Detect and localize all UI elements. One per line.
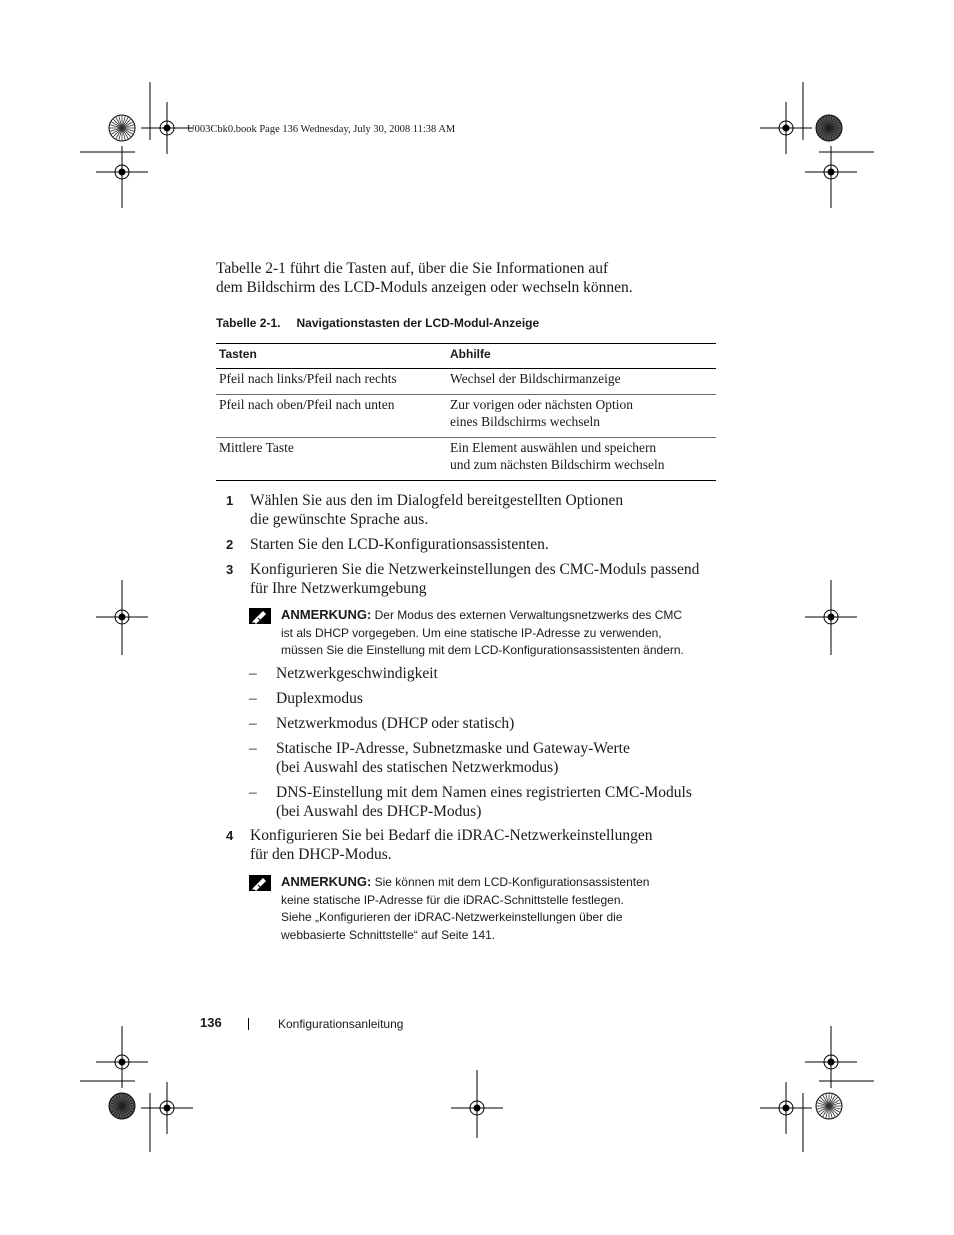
color-wheel-mark <box>109 1093 135 1119</box>
color-wheel-mark <box>816 115 842 141</box>
color-wheel-mark <box>109 115 135 141</box>
color-wheel-mark <box>816 1093 842 1119</box>
step-number: 3 <box>226 562 234 577</box>
step-text: Konfigurieren Sie bei Bedarf die iDRAC-Netzwerkeinstellungen für den DHCP-Modus. <box>250 827 653 863</box>
table-cell-action: Wechsel der Bildschirmanzeige <box>447 369 716 395</box>
table-cell-key: Mittlere Taste <box>216 438 447 481</box>
step-text: Konfigurieren Sie die Netzwerkeinstellungen des CMC-Moduls passend für Ihre Netzwerkumgebung <box>250 561 700 597</box>
note-label: ANMERKUNG: <box>281 874 372 889</box>
table-header-row <box>216 344 716 369</box>
table-row <box>216 438 716 481</box>
intro-line: dem Bildschirm des LCD-Moduls anzeigen oder wechseln können. <box>216 279 633 296</box>
note-label: ANMERKUNG: <box>281 607 372 622</box>
table-caption-title: Navigationstasten der LCD-Modul-Anzeige <box>296 316 540 330</box>
table-cell-action: Ein Element auswählen und speichern und zum nächsten Bildschirm wechseln <box>447 438 716 481</box>
registration-dot <box>783 125 790 132</box>
intro-line: Tabelle 2-1 führt die Tasten auf, über die Sie Informationen auf <box>216 260 609 277</box>
step-number: 1 <box>226 493 234 508</box>
registration-dot <box>164 1105 171 1112</box>
note-text: ANMERKUNG: Der Modus des externen Verwaltungsnetzwerks des CMC ist als DHCP vorgegeben. Um eine statische IP-Adresse zu verwenden, müssen Sie die Einstellung mit dem LCD-Konfigurationsassistenten ändern. <box>281 607 684 657</box>
step-text: Starten Sie den LCD-Konfigurationsassistenten. <box>250 536 549 553</box>
navigation-keys-table <box>216 343 716 481</box>
table-cell-key: Pfeil nach links/Pfeil nach rechts <box>216 369 447 395</box>
table-row <box>216 395 716 438</box>
column-header-action: Abhilfe <box>447 344 716 369</box>
note-pencil-icon <box>249 875 271 891</box>
table-caption <box>216 316 539 330</box>
intro-paragraph <box>216 259 716 297</box>
registration-dot <box>828 169 835 176</box>
registration-dot <box>119 1059 126 1066</box>
step-text: Wählen Sie aus den im Dialogfeld bereitgestellten Optionen die gewünschte Sprache aus. <box>250 492 624 528</box>
registration-dot <box>119 169 126 176</box>
step-number: 2 <box>226 537 234 552</box>
step-number: 4 <box>226 828 234 843</box>
registration-dot <box>164 125 171 132</box>
page-number: 136 <box>200 1015 222 1030</box>
table-row <box>216 369 716 395</box>
note-pencil-icon <box>249 608 271 624</box>
registration-dot <box>828 1059 835 1066</box>
footer-divider <box>248 1018 249 1030</box>
table-cell-action: Zur vorigen oder nächsten Option eines Bildschirms wechseln <box>447 395 716 438</box>
print-header: U003Cbk0.book Page 136 Wednesday, July 30, 2008 11:38 AM <box>187 124 456 135</box>
registration-dot <box>783 1105 790 1112</box>
note-text: ANMERKUNG: Sie können mit dem LCD-Konfigurationsassistenten keine statische IP-Adresse für die iDRAC-Schnittstelle festlegen. Siehe „Konfigurieren der iDRAC-Netzwerkeinstellungen über die webbasierte Schnittstelle“ auf Seite 141. <box>281 874 650 942</box>
table-cell-key: Pfeil nach oben/Pfeil nach unten <box>216 395 447 438</box>
column-header-keys: Tasten <box>216 344 447 369</box>
table-caption-label: Tabelle 2-1. <box>216 316 281 330</box>
footer-section-title: Konfigurationsanleitung <box>278 1017 404 1031</box>
